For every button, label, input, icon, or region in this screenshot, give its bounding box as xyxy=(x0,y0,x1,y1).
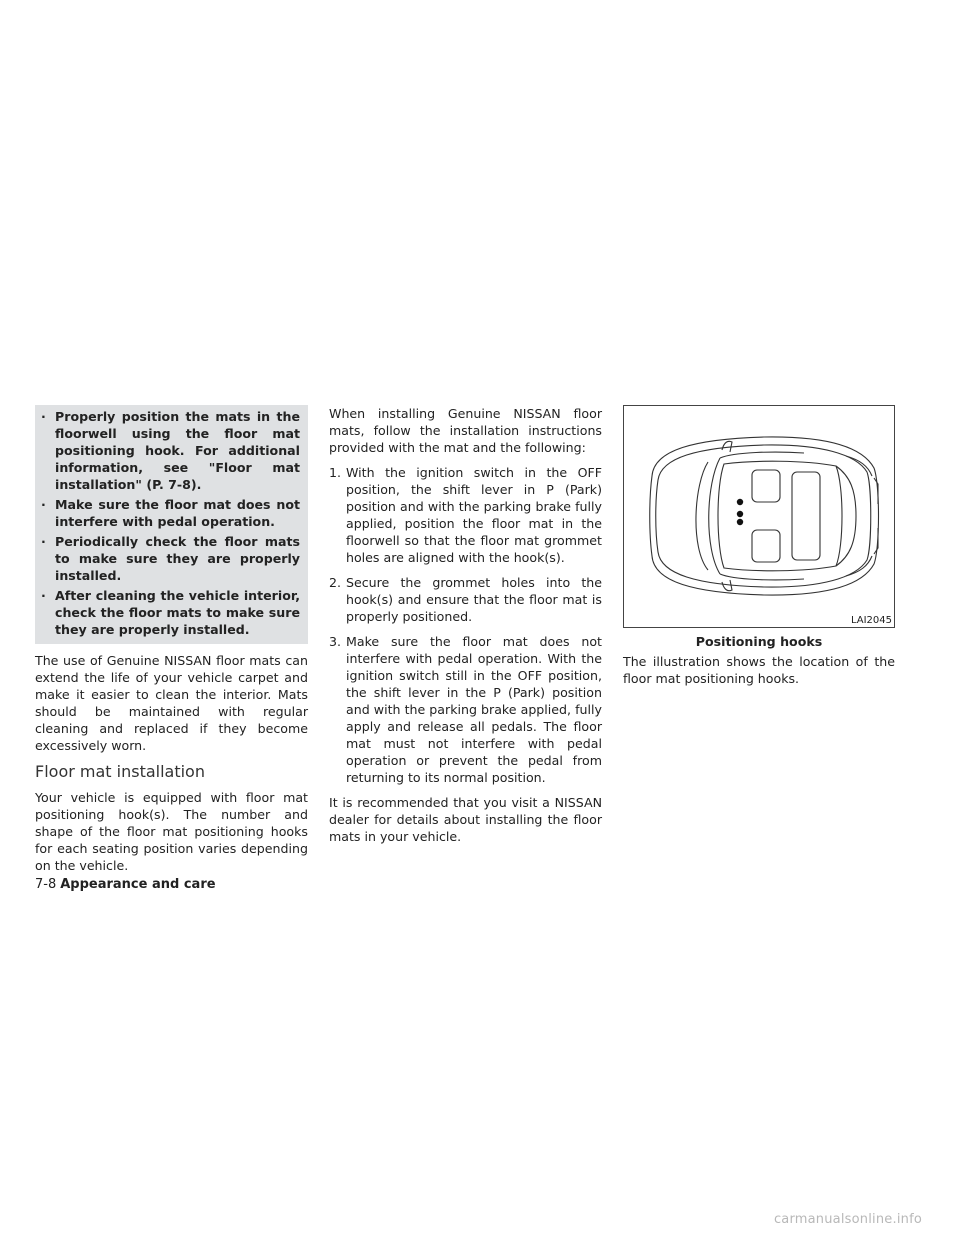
warning-text: Make sure the floor mat does not interfere with pedal operation. xyxy=(55,497,300,529)
step-text: Make sure the floor mat does not interfere with pedal operation. With the ignition switch still in the OFF position, the shift lever in the P (Park) position and with the parking brake applied, fully apply and release all pedals. The floor mat must not interfere with pedal operation or prevent the pedal from returning to its normal position. xyxy=(346,634,602,785)
page-number: 7-8 xyxy=(35,877,57,892)
footer-section-title: Appearance and care xyxy=(60,877,216,892)
warning-text: Periodically check the floor mats to make sure they are properly installed. xyxy=(55,534,300,583)
column-right xyxy=(623,405,895,695)
figure-frame xyxy=(623,405,895,628)
step-item xyxy=(329,633,602,786)
warning-box xyxy=(35,405,308,644)
bullet-dot: · xyxy=(41,588,46,603)
step-number: 2. xyxy=(329,575,342,590)
bullet-dot: · xyxy=(41,534,46,549)
bullet-dot: · xyxy=(41,409,46,424)
page-footer xyxy=(35,877,216,892)
step-number: 3. xyxy=(329,634,342,649)
section-title: Floor mat installation xyxy=(35,762,205,781)
watermark: carmanualsonline.info xyxy=(773,1212,922,1227)
recommend-paragraph: It is recommended that you visit a NISSAN dealer for details about installing the floor mats in your vehicle. xyxy=(329,795,602,844)
bullet-dot: · xyxy=(41,497,46,512)
column-middle xyxy=(329,405,602,853)
figure-caption: Positioning hooks xyxy=(695,634,823,649)
warning-item xyxy=(41,533,300,584)
step-item xyxy=(329,464,602,566)
step-text: Secure the grommet holes into the hook(s) and ensure that the floor mat is properly positioned. xyxy=(346,575,602,624)
warning-item xyxy=(41,408,300,493)
step-number: 1. xyxy=(329,465,342,480)
warning-text: After cleaning the vehicle interior, check the floor mats to make sure they are properly installed. xyxy=(55,588,300,637)
warning-item xyxy=(41,587,300,638)
step-item xyxy=(329,574,602,625)
figure-code: LAI2045 xyxy=(850,615,892,626)
install-intro: When installing Genuine NISSAN floor mats, follow the installation instructions provided with the mat and the following: xyxy=(329,406,602,455)
intro-paragraph: The use of Genuine NISSAN floor mats can extend the life of your vehicle carpet and make it easier to clean the interior. Mats should be maintained with regular cleaning and replaced if they become excessively worn. xyxy=(35,653,308,753)
section-paragraph: Your vehicle is equipped with floor mat positioning hook(s). The number and shape of the floor mat positioning hooks for each seating position varies depending on the vehicle. xyxy=(35,790,308,873)
car-top-view-illustration xyxy=(624,406,894,627)
column-left xyxy=(35,405,308,882)
step-text: With the ignition switch in the OFF position, the shift lever in P (Park) position and with the parking brake fully applied, position the floor mat in the floorwell so that the floor mat grommet holes are aligned with the hook(s). xyxy=(346,465,602,565)
figure-description: The illustration shows the location of the floor mat positioning hooks. xyxy=(623,654,895,686)
warning-item xyxy=(41,496,300,530)
warning-text: Properly position the mats in the floorwell using the floor mat positioning hook. For additional information, see "Floor mat installation" (P. 7-8). xyxy=(55,409,300,492)
